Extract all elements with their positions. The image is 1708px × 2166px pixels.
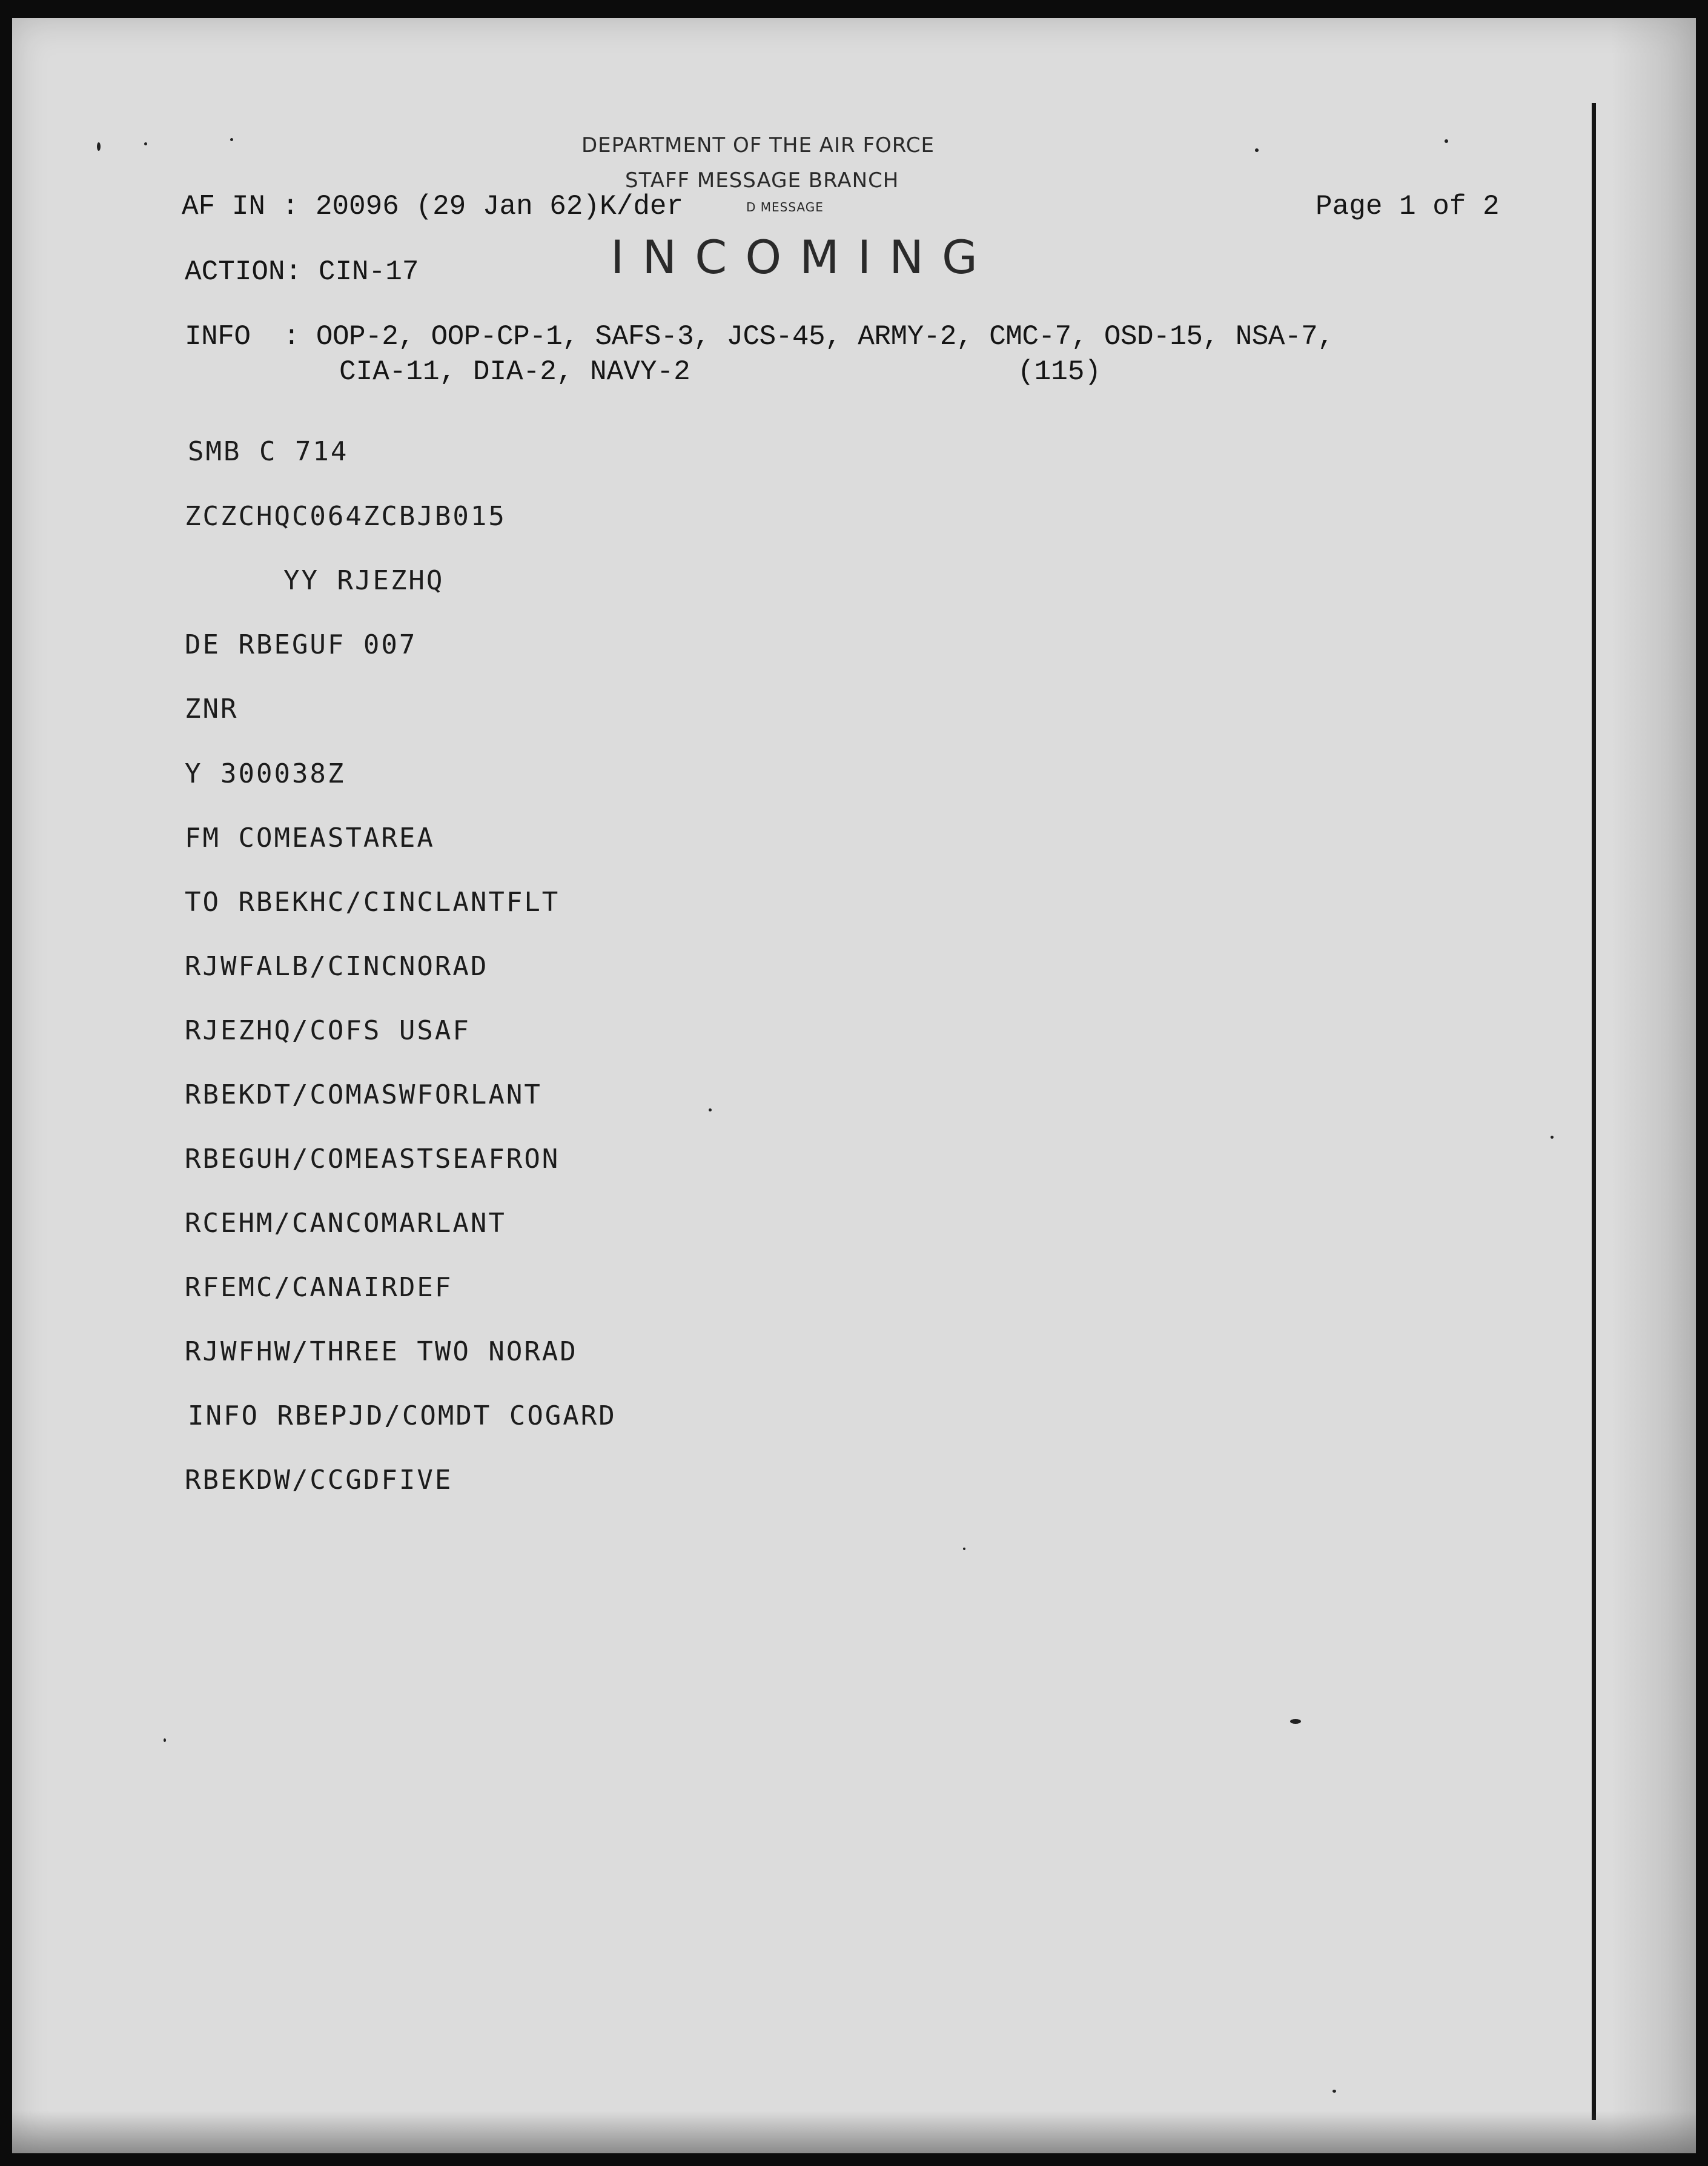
message-line: RFEMC/CANAIRDEF [185, 1272, 453, 1303]
message-line: RBEGUH/COMEASTSEAFRON [185, 1144, 560, 1174]
message-line: ZNR [185, 694, 239, 724]
stamp-department: DEPARTMENT OF THE AIR FORCE [581, 133, 935, 157]
message-line: RJEZHQ/COFS USAF [185, 1015, 471, 1046]
scan-speck [1445, 139, 1448, 143]
stamp-branch: STAFF MESSAGE BRANCH [625, 168, 899, 193]
scan-speck [97, 142, 101, 151]
message-line: RJWFHW/THREE TWO NORAD [185, 1336, 578, 1367]
stamp-incoming: INCOMING [611, 230, 996, 284]
info-line-2: CIA-11, DIA-2, NAVY-2 [339, 356, 690, 388]
stamp-subline: D MESSAGE [746, 200, 824, 214]
message-line: TO RBEKHC/CINCLANTFLT [185, 887, 560, 918]
message-line: FM COMEASTAREA [185, 823, 435, 853]
message-line: RJWFALB/CINCNORAD [185, 951, 489, 982]
scan-speck [1332, 2090, 1336, 2093]
scan-speck [230, 138, 233, 141]
scan-edge-shadow [1611, 18, 1696, 2153]
message-line: DE RBEGUF 007 [185, 629, 417, 660]
info-line-1: INFO : OOP-2, OOP-CP-1, SAFS-3, JCS-45, ARMY-2, CMC-7, OSD-15, NSA-7, [185, 321, 1334, 353]
info-count: (115) [1018, 356, 1102, 388]
scan-speck [1551, 1136, 1554, 1139]
message-line: RBEKDT/COMASWFORLANT [185, 1079, 542, 1110]
message-line: SMB C 714 [188, 436, 349, 467]
page-right-rule [1592, 103, 1596, 2120]
message-line: INFO RBEPJD/COMDT COGARD [188, 1400, 617, 1431]
scan-speck [144, 142, 147, 145]
af-in-line: AF IN : 20096 (29 Jan 62)K/der [182, 191, 684, 222]
message-line: YY RJEZHQ [283, 565, 445, 596]
action-line: ACTION: CIN-17 [185, 256, 419, 288]
page-indicator: Page 1 of 2 [1316, 191, 1500, 222]
message-line: Y 300038Z [185, 758, 346, 789]
scan-speck [164, 1738, 166, 1742]
scan-speck [1255, 148, 1259, 152]
message-line: RBEKDW/CCGDFIVE [185, 1465, 453, 1495]
scan-bottom-shade [12, 2111, 1696, 2153]
document-page [12, 18, 1696, 2153]
scan-speck [1290, 1719, 1301, 1724]
message-line: RCEHM/CANCOMARLANT [185, 1208, 506, 1239]
message-line: ZCZCHQC064ZCBJB015 [185, 501, 506, 532]
scan-speck [963, 1548, 965, 1550]
scan-speck [709, 1108, 712, 1111]
